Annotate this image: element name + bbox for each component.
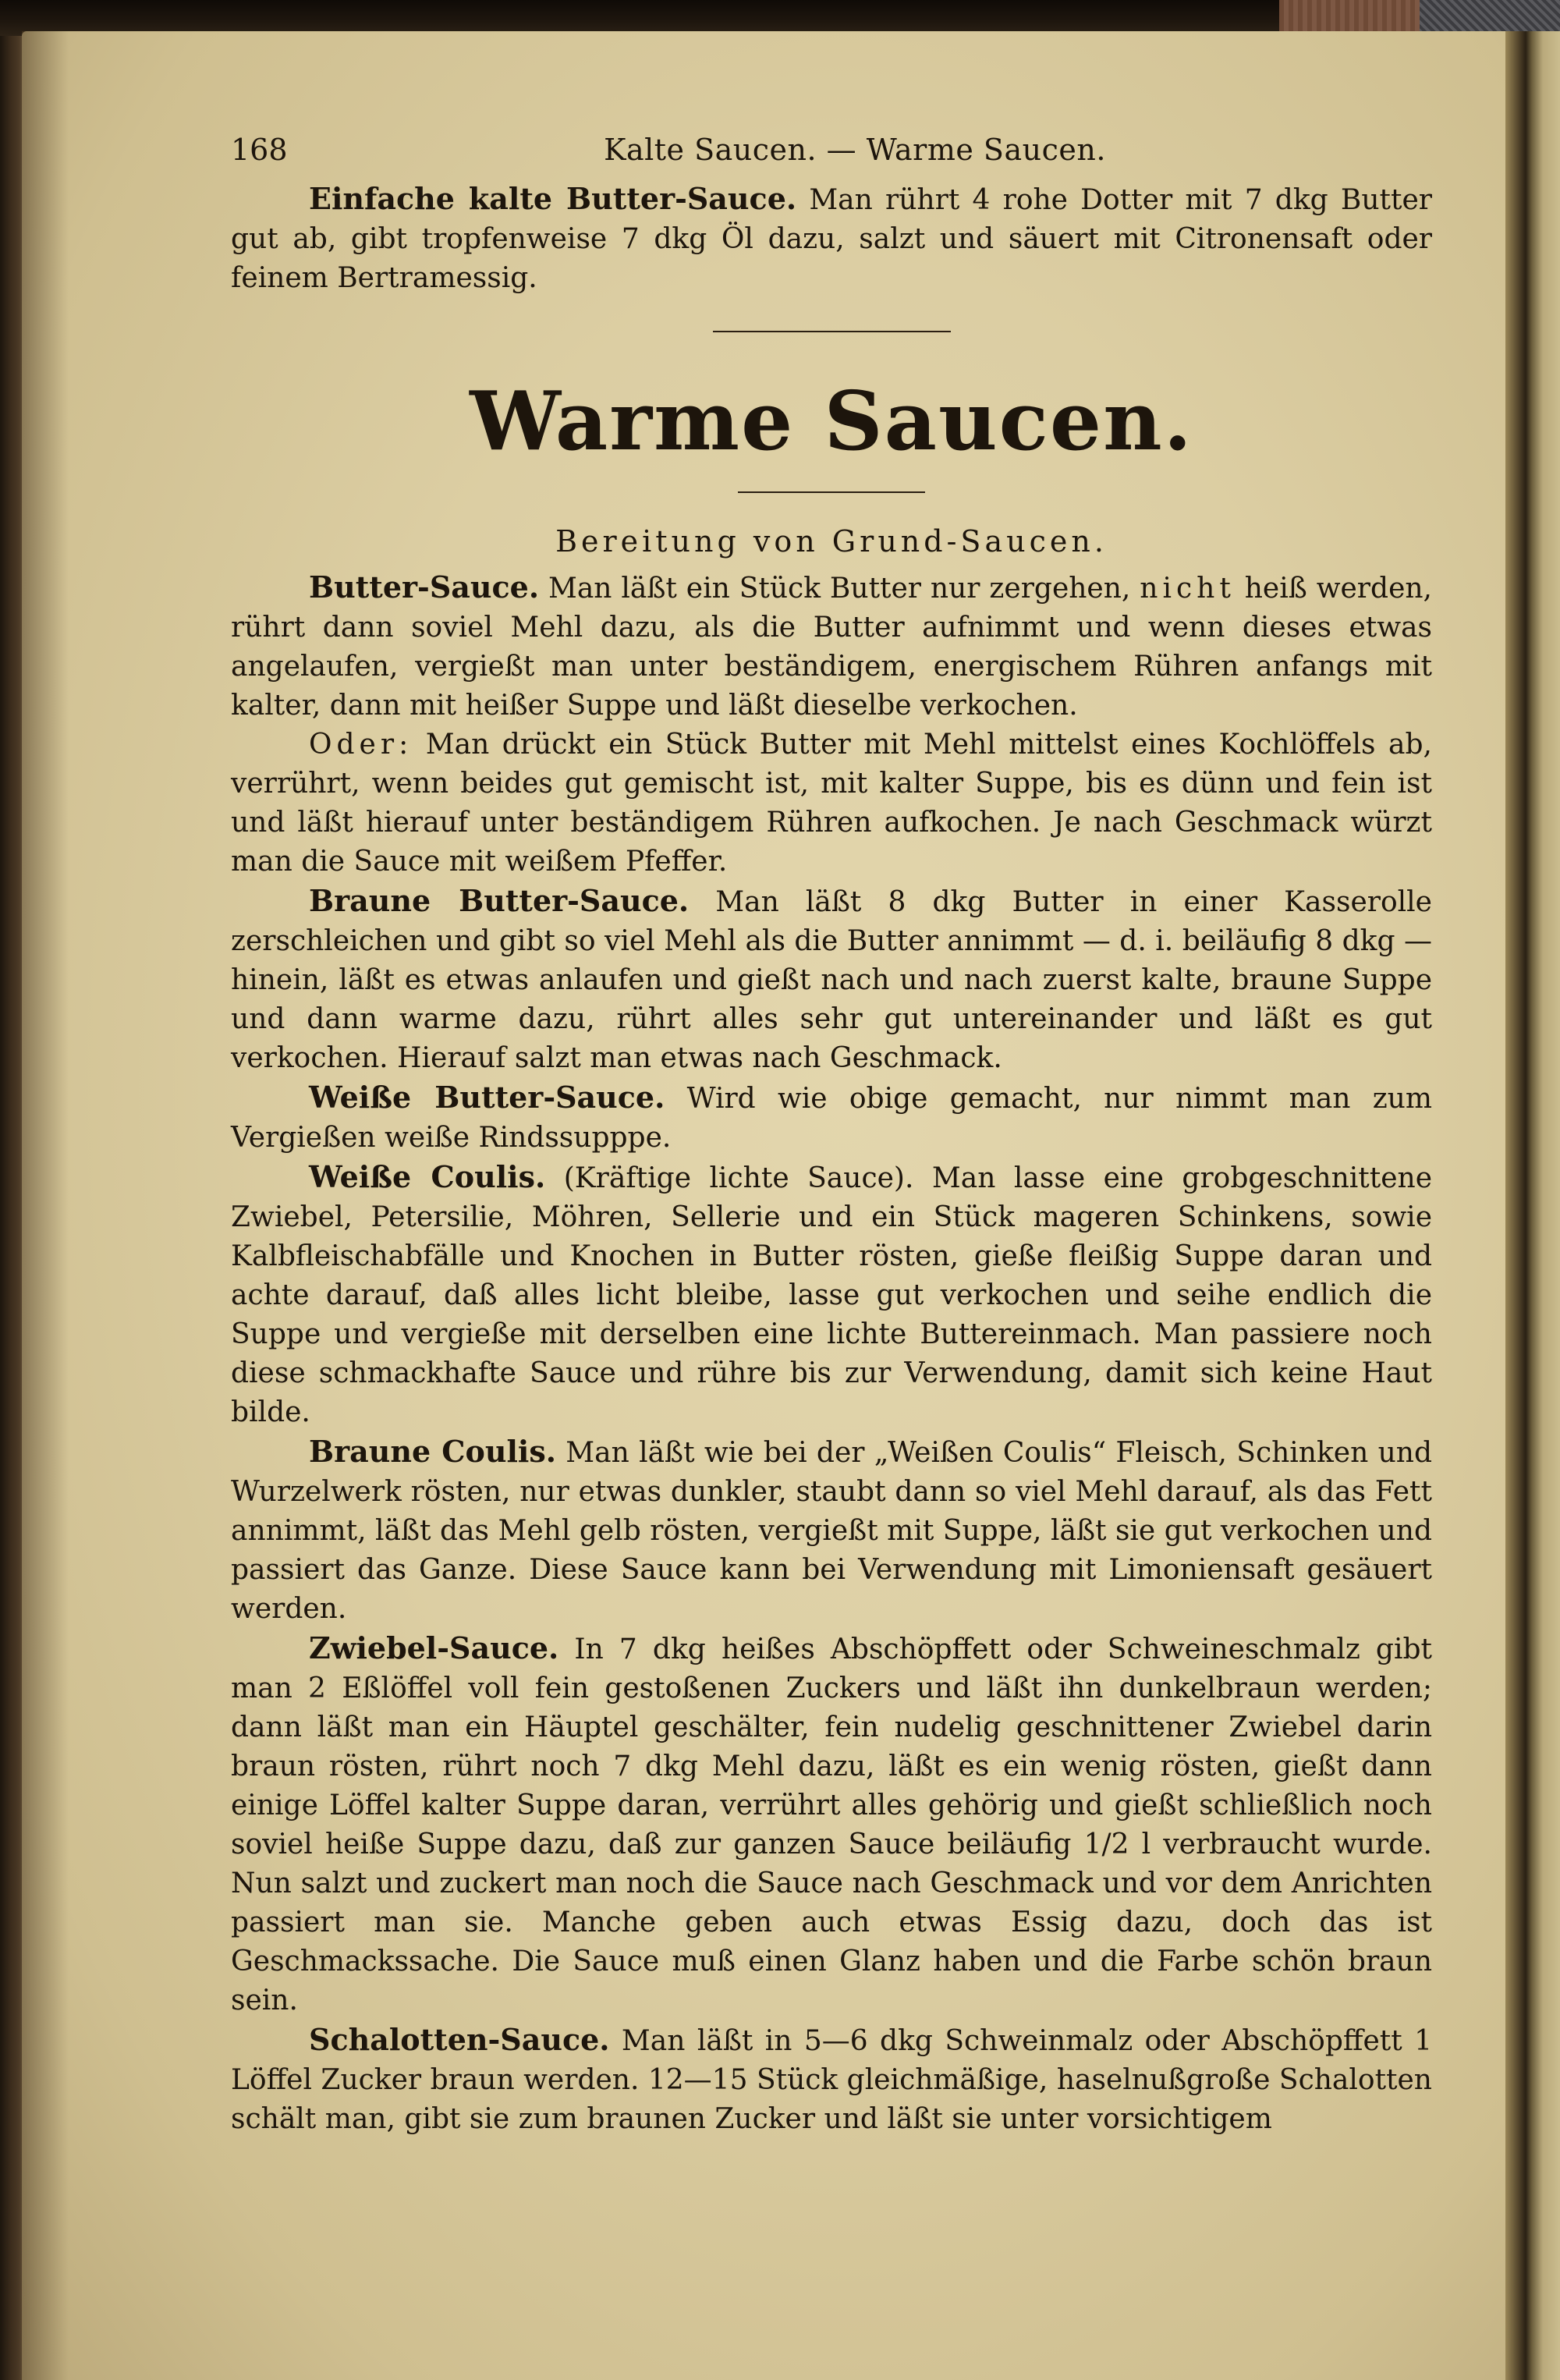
- bookmark-ribbon: [1279, 0, 1420, 33]
- recipe-text: heiß werden, rührt dann soviel Mehl dazu, als die Butter aufnimmt und wenn dieses etwas angelaufen, vergießt man unter beständigem, energischem Rühren anfangs mit kalter, dann mit heißer Suppe und läßt dieselbe verkochen.: [231, 573, 1432, 722]
- recipe-weisse-butter-sauce: [231, 1078, 1432, 1158]
- recipe-heading: Braune Coulis.: [309, 1434, 556, 1469]
- recipe-text: Man läßt in 5—6 dkg Schweinmalz oder Abschöpffett 1 Löffel Zucker braun werden. 12—15 Stück gleichmäßige, haselnußgroße Schalotten schält man, gibt sie zum braunen Zucker und läßt sie unter vorsichtigem: [231, 2025, 1432, 2135]
- section-subtitle: Bereitung von Grund-Saucen.: [555, 524, 1108, 559]
- page-content: [231, 133, 1432, 2139]
- recipe-heading: Braune Butter-Sauce.: [309, 883, 690, 918]
- intro-text: Man rührt 4 rohe Dotter mit 7 dkg Butter gut ab, gibt tropfenweise 7 dkg Öl dazu, salzt und säuert mit Citronensaft oder feinem Bertramessig.: [231, 184, 1433, 294]
- section-divider-bottom: [738, 491, 925, 493]
- recipe-text: In 7 dkg heißes Abschöpffett oder Schweineschmalz gibt man 2 Eßlöffel voll fein gestoßenen Zuckers und läßt ihn dunkelbraun werden; dann läßt man ein Häuptel geschälter, fein nudelig geschnittener Zwiebel darin braun rösten, rührt noch 7 dkg Mehl dazu, läßt es ein wenig rösten, gießt dann einige Löffel kalter Suppe daran, verrührt alles gehörig und gießt schließlich noch soviel heiße Suppe dazu, daß zur ganzen Sauce beiläufig: [231, 1633, 1432, 1860]
- recipe-heading: Zwiebel-Sauce.: [309, 1630, 559, 1665]
- page-number: 168: [231, 133, 288, 167]
- recipe-emphasis: nicht: [1140, 573, 1236, 605]
- recipe-braune-coulis: [231, 1432, 1432, 1629]
- recipe-zwiebel-sauce: [231, 1629, 1432, 2020]
- intro-heading: Einfache kalte Butter-Sauce.: [309, 181, 797, 216]
- section-title: Warme Saucen.: [470, 373, 1193, 469]
- recipe-weisse-coulis: [231, 1158, 1432, 1432]
- recipe-heading: Oder:: [309, 729, 413, 761]
- recipe-heading: Weiße Butter-Sauce.: [309, 1080, 665, 1115]
- running-header: [231, 133, 1432, 179]
- recipe-text: Man drückt ein Stück Butter mit Mehl mittelst eines Kochlöffels ab, verrührt, wenn beides gut gemischt ist, mit kalter Suppe, bis es dünn und fein ist und läßt hierauf unter beständigem Rühren aufkochen. Je nach Geschmack würzt man die Sauce mit weißem Pfeffer.: [231, 729, 1432, 878]
- binding-cloth: [1420, 0, 1560, 33]
- recipe-butter-sauce: [231, 568, 1432, 725]
- intro-paragraph: [231, 179, 1432, 298]
- recipe-text: Man läßt ein Stück Butter nur zergehen,: [539, 573, 1140, 605]
- running-title: Kalte Saucen. — Warme Saucen.: [604, 133, 1106, 167]
- fraction: 1/2: [1083, 1828, 1129, 1860]
- recipe-text: Man läßt 8 dkg Butter in einer Kasserolle zerschleichen und gibt so viel Mehl als die Butter annimmt — d. i. beiläufig 8 dkg — hinein, läßt es etwas anlaufen und gießt nach und nach zuerst kalte, braune Suppe und dann warme dazu, rührt alles sehr gut untereinander und läßt es gut verkochen. Hierauf salzt man etwas nach Geschmack.: [231, 886, 1432, 1074]
- book-gutter: [1505, 31, 1560, 2380]
- recipe-text: Man läßt wie bei der „Weißen Coulis“ Fleisch, Schinken und Wurzelwerk rösten, nur etwas dunkler, staubt dann so viel Mehl darauf, als das Fett annimmt, läßt das Mehl gelb rösten, vergießt mit Suppe, läßt sie gut verkochen und passiert das Ganze. Diese Sauce kann bei Verwendung mit Limoniensaft gesäuert werden.: [231, 1437, 1433, 1625]
- recipe-schalotten-sauce: [231, 2020, 1432, 2139]
- section-divider-top: [713, 331, 951, 332]
- recipe-text: Wird wie obige gemacht, nur nimmt man zum Vergießen weiße Rindssupppe.: [231, 1083, 1433, 1154]
- recipe-oder: [231, 725, 1432, 881]
- recipe-heading: Butter-Sauce.: [309, 569, 540, 605]
- recipe-heading: Weiße Coulis.: [309, 1159, 546, 1194]
- recipe-text: l verbraucht wurde. Nun salzt und zuckert man noch die Sauce nach Geschmack und vor dem Anrichten passiert man sie. Manche geben auch etwas Essig dazu, doch das ist Geschmackssache. Die Sauce muß einen Glanz haben und die Farbe schön braun sein.: [231, 1828, 1432, 2016]
- recipe-heading: Schalotten-Sauce.: [309, 2022, 610, 2057]
- paper-edge-shadow: [22, 31, 69, 2380]
- recipe-text: (Kräftige lichte Sauce). Man lasse eine grobgeschnittene Zwiebel, Petersilie, Möhren, Sellerie und ein Stück mageren Schinkens, sowie Kalbfleischabfälle und Knochen in Butter rösten, gieße fleißig Suppe daran und achte darauf, daß alles licht bleibe, lasse gut verkochen und seihe endlich die Suppe und vergieße mit derselben eine lichte Buttereinmach. Man passiere noch diese schmackhafte Sauce und rühre bis zur Verwendung, damit sich keine Haut bilde.: [231, 1162, 1432, 1428]
- recipe-braune-butter-sauce: [231, 881, 1432, 1078]
